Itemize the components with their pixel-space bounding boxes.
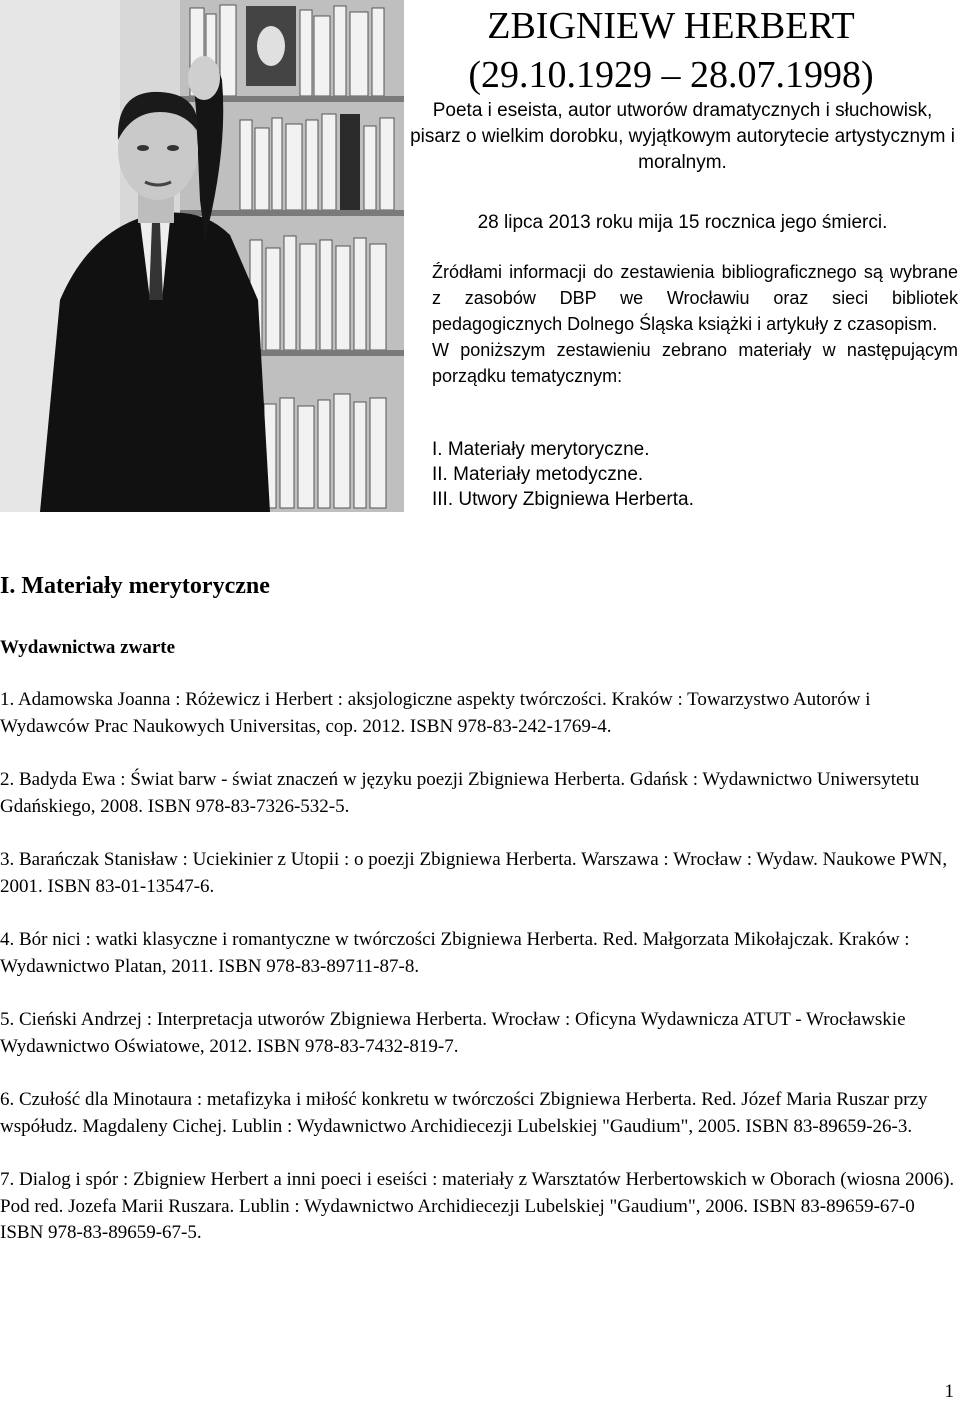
bibliography-entry: 2. Badyda Ewa : Świat barw - świat znaczeń w języku poezji Zbigniewa Herberta. Gdańsk : Wydawnictwo Uniwersytetu Gdańskiego, 2008. ISBN 978-83-7326-532-5. [0,769,920,817]
bibliography-entry: 4. Bór nici : watki klasyczne i romantyczne w twórczości Zbigniewa Herberta. Red. Małgorzata Mikołajczak. Kraków : Wydawnictwo Platan, 2011. ISBN 978-83-89711-87-8. [0,929,910,977]
page-title [436,2,906,100]
toc-item: II. Materiały metodyczne. [432,464,644,485]
section-heading: I. Materiały merytoryczne [0,573,270,599]
sources-paragraph-2: W poniższym zestawieniu zebrano materiały w następującym porządku tematycznym: [432,340,958,386]
toc-item: III. Utwory Zbigniewa Herberta. [432,489,694,510]
bibliography-entry: 6. Czułość dla Minotaura : metafizyka i miłość konkretu w twórczości Zbigniewa Herberta. Red. Józef Maria Ruszar przy współudz. Magdaleny Cichej. Lublin : Wydawnictwo Archidiecezji Lubelskiej "Gaudium", 2005. ISBN 83-89659-26-3. [0,1089,928,1137]
bibliography-entry: 3. Barańczak Stanisław : Uciekinier z Utopii : o poezji Zbigniewa Herberta. Warszawa : Wrocław : Wydaw. Naukowe PWN, 2001. ISBN 83-01-13547-6. [0,849,948,897]
bibliography-entry: 1. Adamowska Joanna : Różewicz i Herbert : aksjologiczne aspekty twórczości. Kraków : Towarzystwo Autorów i Wydawców Prac Naukowych Universitas, cop. 2012. ISBN 978-83-242-1769-4. [0,689,871,737]
page-number: 1 [944,1381,954,1402]
sources-paragraph-1: Źródłami informacji do zestawienia bibliograficznego są wybrane z zasobów DBP we Wrocławiu oraz sieci bibliotek pedagogicznych Dolnego Śląska książki i artykuły z czasopism. [432,262,958,334]
bibliography-list [0,687,955,1274]
author-portrait-photo [0,0,404,512]
intro-text: Poeta i eseista, autor utworów dramatycznych i słuchowisk, pisarz o wielkim dorobku, wyjątkowym autorytecie artystycznym i moralnym. [410,100,955,173]
title-dates: (29.10.1929 – 28.07.1998) [468,54,874,96]
subsection-heading: Wydawnictwa zwarte [0,637,176,658]
title-name: ZBIGNIEW HERBERT [487,5,855,47]
toc-item: I. Materiały merytoryczne. [432,439,650,460]
sources-description [432,259,958,389]
table-of-contents [432,437,952,512]
anniversary-text: 28 lipca 2013 roku mija 15 rocznica jego śmierci. [477,212,888,233]
bibliography-entry: 7. Dialog i spór : Zbigniew Herbert a inni poeci i eseiści : materiały z Warsztatów Herbertowskich w Oborach (wiosna 2006). Pod red. Jozefa Marii Ruszara. Lublin : Wydawnictwo Archidiecezji Lubelskiej "Gaudium", 2006. ISBN 83-89659-67-0 ISBN 978-83-89659-67-5. [0,1169,955,1243]
bibliography-entry: 5. Cieński Andrzej : Interpretacja utworów Zbigniewa Herberta. Wrocław : Oficyna Wydawnicza ATUT - Wrocławskie Wydawnictwo Oświatowe, 2012. ISBN 978-83-7432-819-7. [0,1009,906,1057]
